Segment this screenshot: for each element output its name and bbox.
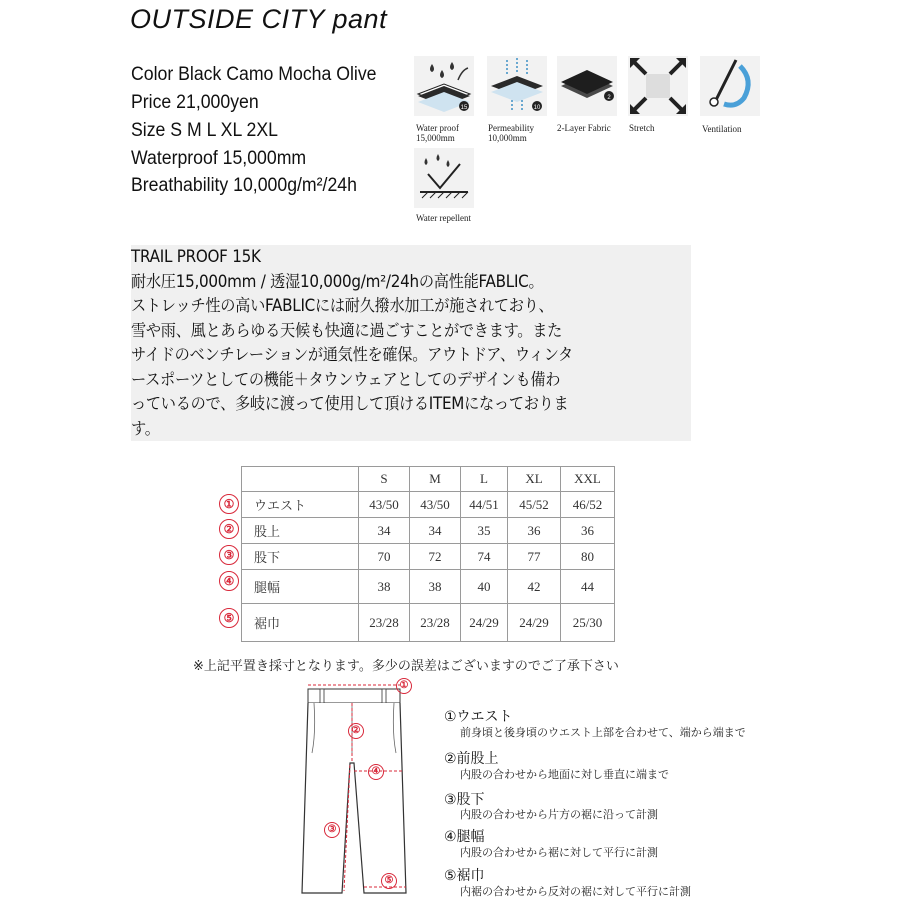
table-cell: 23/28: [359, 604, 410, 642]
stretch-icon: [628, 56, 688, 116]
description-line: サイドのベンチレーションが通気性を確保。アウトドア、ウィンタ: [131, 345, 573, 364]
description-line: ストレッチ性の高いFABLICには耐久撥水加工が施されており、: [131, 296, 554, 315]
water-proof-caption-line1: Water proof: [416, 123, 460, 133]
table-cell: 25/30: [561, 604, 615, 642]
table-cell: 38: [410, 570, 461, 604]
table-cell: 42: [508, 570, 561, 604]
ventilation-caption: Ventilation: [702, 124, 742, 134]
table-row-label: 股下: [242, 544, 359, 570]
measurement-detail: 前身頃と後身頃のウエスト上部を合わせて、端から端まで: [460, 726, 746, 739]
table-cell: 46/52: [561, 492, 615, 518]
table-cell: 34: [359, 518, 410, 544]
table-cell: 70: [359, 544, 410, 570]
measurement-heading: ②前股上: [444, 751, 499, 767]
spec-color: Color Black Camo Mocha Olive: [131, 64, 377, 85]
table-cell: 44: [561, 570, 615, 604]
row-number-badge: ②: [219, 519, 239, 539]
permeability-badge: 10: [533, 105, 541, 111]
water-repellent-caption: Water repellent: [416, 213, 471, 223]
table-row: [242, 544, 615, 570]
permeability-caption: [488, 123, 534, 143]
diagram-number: ⑤: [381, 873, 397, 889]
table-cell: 35: [461, 518, 508, 544]
table-cell: 23/28: [410, 604, 461, 642]
ventilation-icon: [700, 56, 760, 116]
description-line: っているので、多岐に渡って使用して頂けるITEMになっておりま: [131, 394, 569, 413]
measurement-detail: 内股の合わせから裾に対して平行に計測: [460, 846, 658, 859]
table-row: [242, 570, 615, 604]
spec-breathability: Breathability 10,000g/m²/24h: [131, 175, 357, 196]
table-cell: 24/29: [508, 604, 561, 642]
table-cell: 43/50: [359, 492, 410, 518]
feature-icons: [0, 0, 900, 230]
spec-waterproof: Waterproof 15,000mm: [131, 148, 307, 169]
row-number-badge: ①: [219, 494, 239, 514]
row-number-badge: ③: [219, 545, 239, 565]
description-line: ースポーツとしての機能＋タウンウェアとしてのデザインも備わ: [131, 369, 561, 389]
table-cell: 44/51: [461, 492, 508, 518]
permeability-caption-line2: 10,000mm: [488, 133, 527, 143]
table-cell: 77: [508, 544, 561, 570]
diagram-number: ③: [324, 822, 340, 838]
product-title: OUTSIDE CITY pant: [130, 4, 388, 34]
two-layer-fabric-icon: [557, 56, 617, 116]
table-cell: 36: [508, 518, 561, 544]
water-proof-caption-line2: 15,000mm: [416, 133, 455, 143]
table-header-cell: S: [359, 467, 410, 492]
permeability-icon: [487, 56, 547, 116]
spec-price: Price 21,000yen: [131, 92, 259, 113]
table-header-row: [242, 467, 615, 492]
measurement-heading: ①ウエスト: [444, 709, 513, 725]
table-header-cell: [242, 467, 359, 492]
table-cell: 74: [461, 544, 508, 570]
size-table: [241, 466, 615, 642]
table-row: [242, 492, 615, 518]
measurement-detail: 内裾の合わせから反対の裾に対して平行に計測: [460, 885, 691, 898]
table-cell: 24/29: [461, 604, 508, 642]
table-row-label: 腿幅: [242, 570, 359, 604]
table-cell: 45/52: [508, 492, 561, 518]
description-block: [131, 245, 691, 441]
measurement-heading: ④腿幅: [444, 829, 485, 845]
table-row: [242, 518, 615, 544]
measurement-detail: 内股の合わせから地面に対し垂直に端まで: [460, 768, 669, 781]
table-header-cell: XXL: [561, 467, 615, 492]
measurement-detail: 内股の合わせから片方の裾に沿って計測: [460, 808, 658, 821]
pants-diagram: [290, 675, 430, 900]
measurement-heading: ⑤裾巾: [444, 868, 485, 884]
two-layer-badge: 2: [607, 95, 611, 101]
table-cell: 36: [561, 518, 615, 544]
table-cell: 80: [561, 544, 615, 570]
measurement-heading: ③股下: [444, 792, 485, 808]
table-row-label: 股上: [242, 518, 359, 544]
table-row: [242, 604, 615, 642]
description-line: 耐水圧15,000mm / 透湿10,000g/m²/24hの高性能FABLIC。: [131, 271, 544, 291]
table-row-label: ウエスト: [242, 492, 359, 518]
row-number-badge: ⑤: [219, 608, 239, 628]
description-line: TRAIL PROOF 15K: [131, 247, 261, 266]
diagram-number: ②: [348, 723, 364, 739]
table-cell: 72: [410, 544, 461, 570]
measurement-note: ※上記平置き採寸となります。多少の誤差はございますのでご了承下さい: [193, 659, 619, 674]
two-layer-fabric-caption: 2-Layer Fabric: [557, 123, 611, 133]
table-cell: 40: [461, 570, 508, 604]
table-row-label: 裾巾: [242, 604, 359, 642]
water-proof-caption: [416, 123, 459, 143]
diagram-number: ④: [368, 764, 384, 780]
description-line: 雪や雨、風とあらゆる天候も快適に過ごすことができます。また: [131, 320, 563, 340]
water-repellent-icon: [414, 148, 474, 208]
permeability-caption-line1: Permeability: [488, 123, 534, 133]
row-number-badge: ④: [219, 571, 239, 591]
table-header-cell: M: [410, 467, 461, 492]
table-cell: 43/50: [410, 492, 461, 518]
stretch-caption: Stretch: [629, 123, 655, 133]
table-cell: 38: [359, 570, 410, 604]
water-proof-icon: [414, 56, 474, 116]
description-line: す。: [131, 418, 160, 438]
table-header-cell: XL: [508, 467, 561, 492]
spec-size: Size S M L XL 2XL: [131, 120, 278, 141]
diagram-number: ①: [396, 678, 412, 694]
table-cell: 34: [410, 518, 461, 544]
table-header-cell: L: [461, 467, 508, 492]
water-proof-badge: 15: [460, 105, 468, 111]
